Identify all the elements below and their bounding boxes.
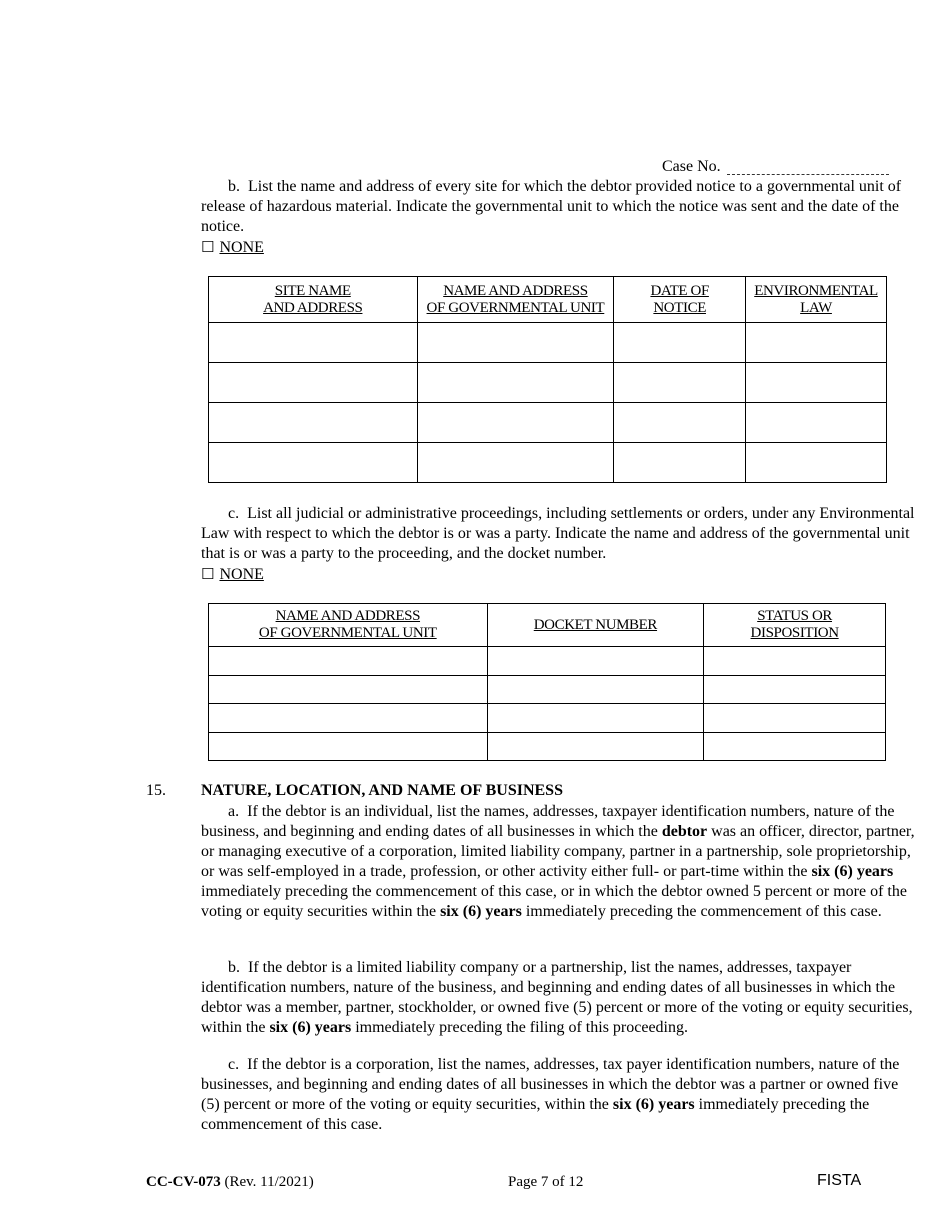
table-cell[interactable] bbox=[746, 443, 887, 483]
proceedings-table bbox=[208, 603, 886, 761]
item-c-none-option[interactable] bbox=[201, 564, 264, 585]
table-cell[interactable] bbox=[487, 676, 704, 704]
table-row bbox=[209, 443, 887, 483]
table-cell[interactable] bbox=[704, 676, 886, 704]
table-cell[interactable] bbox=[614, 363, 746, 403]
section15-para-a: a. If the debtor is an individual, list the names, addresses, taxpayer identification numbers, nature of the business, and beginning and ending dates of all businesses in which the debtor was an officer, director, partner, or managing executive of a corporation, limited liability company, partner in a partnership, sole proprietorship, or was self-employed in a trade, profession, or other activity either full- or part-time within the six (6) years immediately preceding the commencement of this case, or in which the debtor owned 5 percent or more of the voting or equity securities within the six (6) years immediately preceding the commencement of this case. bbox=[201, 803, 915, 920]
section-number: 15. bbox=[146, 782, 166, 799]
item-c-label: c. bbox=[228, 505, 240, 522]
table-cell[interactable] bbox=[417, 363, 614, 403]
table-cell[interactable] bbox=[704, 704, 886, 733]
column-header-site: SITE NAME AND ADDRESS bbox=[209, 277, 418, 323]
item-c-text: List all judicial or administrative proceedings, including settlements or orders, under any Environmental Law with respect to which the debtor is or was a party. Indicate the name and address of the governmental unit that is or was a party to the proceeding, and the docket number. bbox=[201, 505, 915, 562]
item-c-none-label: NONE bbox=[219, 566, 264, 583]
item-b-label: b. bbox=[228, 178, 240, 195]
table-cell[interactable] bbox=[417, 403, 614, 443]
item-b-none-label: NONE bbox=[219, 239, 264, 256]
table-row bbox=[209, 403, 887, 443]
table-row bbox=[209, 323, 887, 363]
section-title: NATURE, LOCATION, AND NAME OF BUSINESS bbox=[201, 782, 563, 799]
column-header-environmental-law: ENVIRONMENTAL LAW bbox=[746, 277, 887, 323]
column-header-date-of-notice: DATE OF NOTICE bbox=[614, 277, 746, 323]
column-header-status: STATUS OR DISPOSITION bbox=[704, 604, 886, 647]
table-cell[interactable] bbox=[614, 443, 746, 483]
table-cell[interactable] bbox=[487, 733, 704, 761]
table-cell[interactable] bbox=[209, 443, 418, 483]
table-cell[interactable] bbox=[704, 733, 886, 761]
column-header-governmental-unit: NAME AND ADDRESS OF GOVERNMENTAL UNIT bbox=[417, 277, 614, 323]
table-header-row bbox=[209, 277, 887, 323]
table-cell[interactable] bbox=[209, 363, 418, 403]
table-header-row bbox=[209, 604, 886, 647]
item-b-paragraph bbox=[201, 177, 916, 237]
table-row bbox=[209, 647, 886, 676]
item-b-none-option[interactable] bbox=[201, 237, 264, 258]
table-cell[interactable] bbox=[614, 323, 746, 363]
column-header-docket-number: DOCKET NUMBER bbox=[487, 604, 704, 647]
table-cell[interactable] bbox=[746, 403, 887, 443]
table-cell[interactable] bbox=[614, 403, 746, 443]
table-row bbox=[209, 733, 886, 761]
checkbox-icon[interactable]: ☐ bbox=[201, 565, 215, 583]
table-cell[interactable] bbox=[209, 323, 418, 363]
table-cell[interactable] bbox=[209, 704, 488, 733]
table-cell[interactable] bbox=[487, 647, 704, 676]
form-identifier bbox=[146, 1172, 314, 1192]
case-number-field[interactable] bbox=[727, 174, 889, 175]
table-cell[interactable] bbox=[209, 403, 418, 443]
table-cell[interactable] bbox=[209, 733, 488, 761]
table-row bbox=[209, 363, 887, 403]
table-cell[interactable] bbox=[417, 443, 614, 483]
checkbox-icon[interactable]: ☐ bbox=[201, 238, 215, 256]
table-row bbox=[209, 704, 886, 733]
item-c-paragraph bbox=[201, 504, 916, 564]
section15-para-b: b. If the debtor is a limited liability company or a partnership, list the names, addresses, taxpayer identification numbers, nature of the business, and beginning and ending dates of all businesses in which the debtor was a member, partner, stockholder, or owned five (5) percent or more of the voting or equity securities, within the six (6) years immediately preceding the filing of this proceeding. bbox=[201, 959, 913, 1036]
table-cell[interactable] bbox=[209, 676, 488, 704]
table-cell[interactable] bbox=[746, 323, 887, 363]
column-header-governmental-unit: NAME AND ADDRESS OF GOVERNMENTAL UNIT bbox=[209, 604, 488, 647]
table-row bbox=[209, 676, 886, 704]
item-b-text: List the name and address of every site for which the debtor provided notice to a governmental unit of release of hazardous material. Indicate the governmental unit to which the notice was sent and the date of the notice. bbox=[201, 178, 902, 235]
table-cell[interactable] bbox=[487, 704, 704, 733]
table-cell[interactable] bbox=[746, 363, 887, 403]
section15-para-c: c. If the debtor is a corporation, list the names, addresses, tax payer identification numbers, nature of the businesses, and beginning and ending dates of all businesses in which the debtor was a partner or owned five (5) percent or more of the voting or equity securities, within the six (6) years immediately preceding the commencement of this case. bbox=[201, 1056, 900, 1133]
table-cell[interactable] bbox=[704, 647, 886, 676]
page-number: Page 7 of 12 bbox=[508, 1174, 584, 1190]
form-id: CC-CV-073 bbox=[146, 1174, 221, 1190]
case-number-label: Case No. bbox=[662, 158, 721, 175]
hazardous-notice-table bbox=[208, 276, 887, 483]
table-cell[interactable] bbox=[417, 323, 614, 363]
form-revision: (Rev. 11/2021) bbox=[224, 1174, 314, 1190]
footer-tag: FISTA bbox=[817, 1172, 862, 1189]
table-cell[interactable] bbox=[209, 647, 488, 676]
